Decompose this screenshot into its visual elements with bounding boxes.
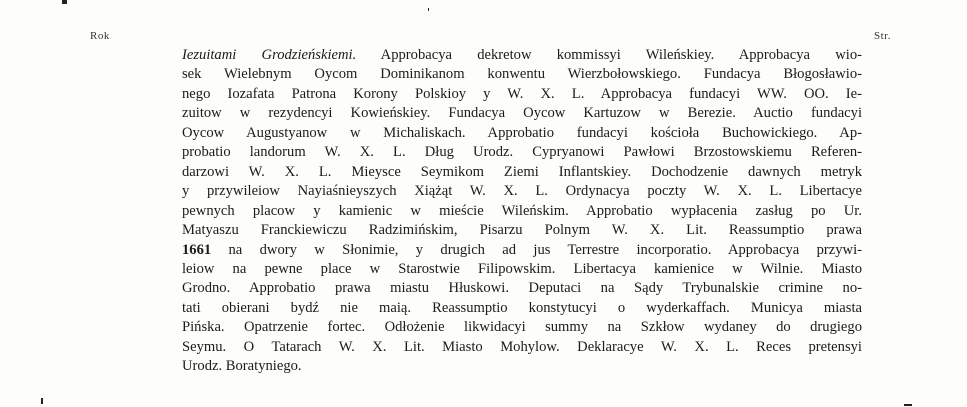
text-line bbox=[182, 182, 862, 201]
text-run: Pińska. Opatrzenie fortec. Odłożenie likwidacyi summy na Szkłow wydaney do drugiego bbox=[182, 319, 862, 336]
text-line bbox=[182, 318, 862, 337]
text-run: leiow na pewne place w Starostwie Filipowskim. Libertacya kamienice w Wilnie. Miasto bbox=[182, 260, 862, 277]
text-line bbox=[182, 241, 862, 260]
scan-mark-top-left bbox=[62, 0, 67, 4]
text-run: zuitow w rezydencyi Kowieńskiey. Fundacya Oycow Kartuzow w Berezie. Auctio fundacyi bbox=[182, 105, 862, 122]
text-run: probatio landorum W. X. L. Dług Urodz. Cypryanowi Pawłowi Brzostowskiemu Referen- bbox=[182, 144, 862, 161]
text-line bbox=[182, 202, 862, 221]
text-run: Approbacya dekretow kommissyi Wileńskiey. Approbacya wio- bbox=[356, 47, 863, 63]
text-line bbox=[182, 279, 862, 298]
text-run: y przywileiow Nayiaśnieyszych Xiążąt W. X. L. Ordynacya poczty W. X. L. Libertacye bbox=[182, 183, 862, 200]
column-header-year: Rok bbox=[90, 30, 110, 42]
scan-mark-bottom-right bbox=[904, 404, 912, 406]
text-run: tati obierani bydź nie maią. Reassumptio konstytucyi o wyderkaffach. Municya miasta bbox=[182, 299, 862, 316]
text-run: pewnych placow y kamienic w mieście Wileńskim. Approbatio wypłacenia zasług po Ur. bbox=[182, 202, 862, 219]
text-line bbox=[182, 143, 862, 162]
text-run: sek Wielebnym Oycom Dominikanom konwentu Wierzbołowskiego. Fundacya Błogosławio- bbox=[182, 66, 862, 83]
text-line bbox=[182, 104, 862, 123]
text-run: Oycow Augustyanow w Michaliskach. Approbatio fundacyi kościoła Buchowickiego. Ap- bbox=[182, 124, 862, 141]
scan-mark-bottom-left bbox=[41, 398, 43, 404]
text-line bbox=[182, 221, 862, 240]
text-run: Urodz. Boratyniego. bbox=[182, 358, 302, 375]
text-line bbox=[182, 338, 862, 357]
text-line bbox=[182, 260, 862, 279]
bold-year: 1661 bbox=[182, 241, 212, 258]
text-run: Seymu. O Tatarach W. X. Lit. Miasto Mohylow. Deklaracye W. X. L. Reces pretensyi bbox=[182, 338, 862, 355]
text-line bbox=[182, 85, 862, 104]
text-run: Grodno. Approbatio prawa miastu Hłuskowi. Deputaci na Sądy Trybunalskie crimine no- bbox=[182, 280, 862, 297]
scan-mark-top-center bbox=[428, 8, 429, 11]
text-line bbox=[182, 124, 862, 143]
text-line bbox=[182, 46, 862, 65]
text-line bbox=[182, 299, 862, 318]
text-run: darzowi W. X. L. Mieysce Seymikom Ziemi Inflantskiey. Dochodzenie dawnych metryk bbox=[182, 163, 862, 180]
text-line bbox=[182, 163, 862, 182]
italic-text: Iezuitami Grodzieńskiemi. bbox=[182, 47, 357, 63]
text-run: nego Iozafata Patrona Korony Polskioy y W. X. L. Approbacya fundacyi WW. OO. Ie- bbox=[182, 85, 862, 102]
column-header-page: Str. bbox=[874, 30, 891, 42]
text-line bbox=[182, 65, 862, 84]
text-line bbox=[182, 357, 862, 376]
text-run: na dwory w Słonimie, y drugich ad jus Terrestre incorporatio. Approbacya przywi- bbox=[211, 241, 862, 258]
text-run: Matyaszu Franckiewiczu Radzimińskim, Pisarzu Polnym W. X. Lit. Reassumptio prawa bbox=[182, 222, 862, 239]
document-body-text bbox=[182, 46, 862, 377]
